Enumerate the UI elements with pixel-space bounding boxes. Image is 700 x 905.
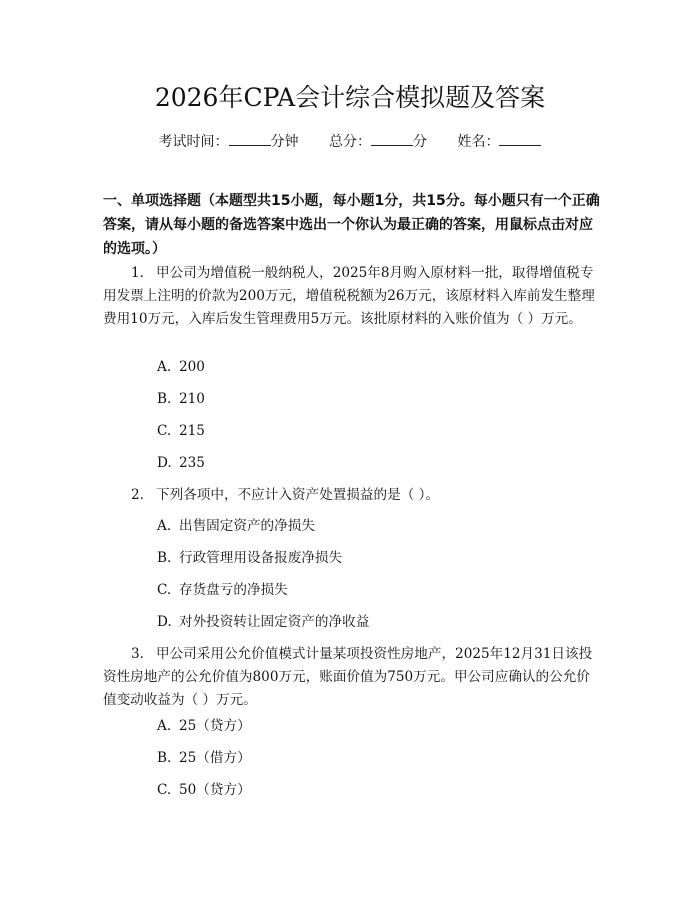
q1-option-c[interactable] bbox=[157, 421, 205, 441]
question-number: 3. bbox=[131, 646, 144, 662]
time-blank bbox=[229, 131, 271, 146]
option-text: 200 bbox=[179, 359, 205, 375]
q2-option-b[interactable] bbox=[157, 548, 342, 568]
option-text: 存货盘亏的净损失 bbox=[179, 582, 288, 598]
option-letter: B. bbox=[157, 750, 172, 766]
q3-option-b[interactable] bbox=[157, 748, 251, 768]
option-text: 25（借方） bbox=[179, 750, 251, 766]
q1-option-a[interactable] bbox=[157, 357, 205, 377]
question-3 bbox=[103, 643, 600, 712]
q1-option-d[interactable] bbox=[157, 453, 205, 473]
question-text: 甲公司为增值税一般纳税人，2025年8月购入原材料一批，取得增值税专用发票上注明的价款为200万元，增值税税额为26万元，该原材料入库前发生整理费用10万元，入库后发生管理费用5万元。该批原材料的入账价值为（ ）万元。 bbox=[103, 265, 595, 327]
question-1 bbox=[103, 262, 600, 331]
score-field bbox=[329, 131, 427, 152]
option-text: 235 bbox=[179, 455, 205, 471]
option-text: 对外投资转让固定资产的净收益 bbox=[179, 614, 370, 630]
question-text: 甲公司采用公允价值模式计量某项投资性房地产，2025年12月31日该投资性房地产的公允价值为800万元，账面价值为750万元。甲公司应确认的公允价值变动收益为（ ）万元。 bbox=[103, 646, 593, 708]
score-label: 总分： bbox=[329, 134, 371, 150]
q1-option-b[interactable] bbox=[157, 389, 205, 409]
exam-meta bbox=[0, 131, 700, 152]
option-letter: D. bbox=[157, 614, 172, 630]
name-field bbox=[457, 131, 541, 152]
time-field bbox=[159, 131, 299, 152]
option-letter: C. bbox=[157, 782, 172, 798]
question-number: 2. bbox=[131, 487, 144, 503]
option-letter: A. bbox=[157, 518, 172, 534]
option-letter: C. bbox=[157, 582, 172, 598]
question-2 bbox=[103, 484, 600, 507]
question-number: 1. bbox=[131, 265, 144, 281]
option-letter: B. bbox=[157, 391, 172, 407]
option-text: 215 bbox=[179, 423, 205, 439]
name-label: 姓名： bbox=[457, 134, 500, 150]
time-label: 考试时间： bbox=[158, 134, 229, 150]
section-heading: 一、单项选择题（本题型共15小题，每小题1分，共15分。每小题只有一个正确答案，请从每小题的备选答案中选出一个你认为最正确的答案，用鼠标点击对应的选项。） bbox=[103, 193, 600, 257]
option-letter: A. bbox=[157, 359, 172, 375]
question-text: 下列各项中，不应计入资产处置损益的是（ ）。 bbox=[155, 487, 439, 503]
name-blank bbox=[499, 131, 541, 146]
score-unit: 分 bbox=[413, 134, 427, 150]
option-text: 210 bbox=[179, 391, 205, 407]
option-text: 行政管理用设备报废净损失 bbox=[179, 550, 343, 566]
q2-option-a[interactable] bbox=[157, 516, 315, 536]
option-letter: D. bbox=[157, 455, 172, 471]
page-title: 2026年CPA会计综合模拟题及答案 bbox=[154, 83, 546, 112]
option-text: 25（贷方） bbox=[179, 718, 251, 734]
option-letter: C. bbox=[157, 423, 172, 439]
option-text: 出售固定资产的净损失 bbox=[179, 518, 315, 534]
option-letter: A. bbox=[157, 718, 172, 734]
q3-option-a[interactable] bbox=[157, 716, 251, 736]
option-text: 50（贷方） bbox=[179, 782, 251, 798]
option-letter: B. bbox=[157, 550, 172, 566]
q2-option-d[interactable] bbox=[157, 612, 369, 632]
q2-option-c[interactable] bbox=[157, 580, 288, 600]
q3-option-c[interactable] bbox=[157, 780, 251, 800]
time-unit: 分钟 bbox=[270, 134, 299, 150]
score-blank bbox=[371, 131, 413, 146]
